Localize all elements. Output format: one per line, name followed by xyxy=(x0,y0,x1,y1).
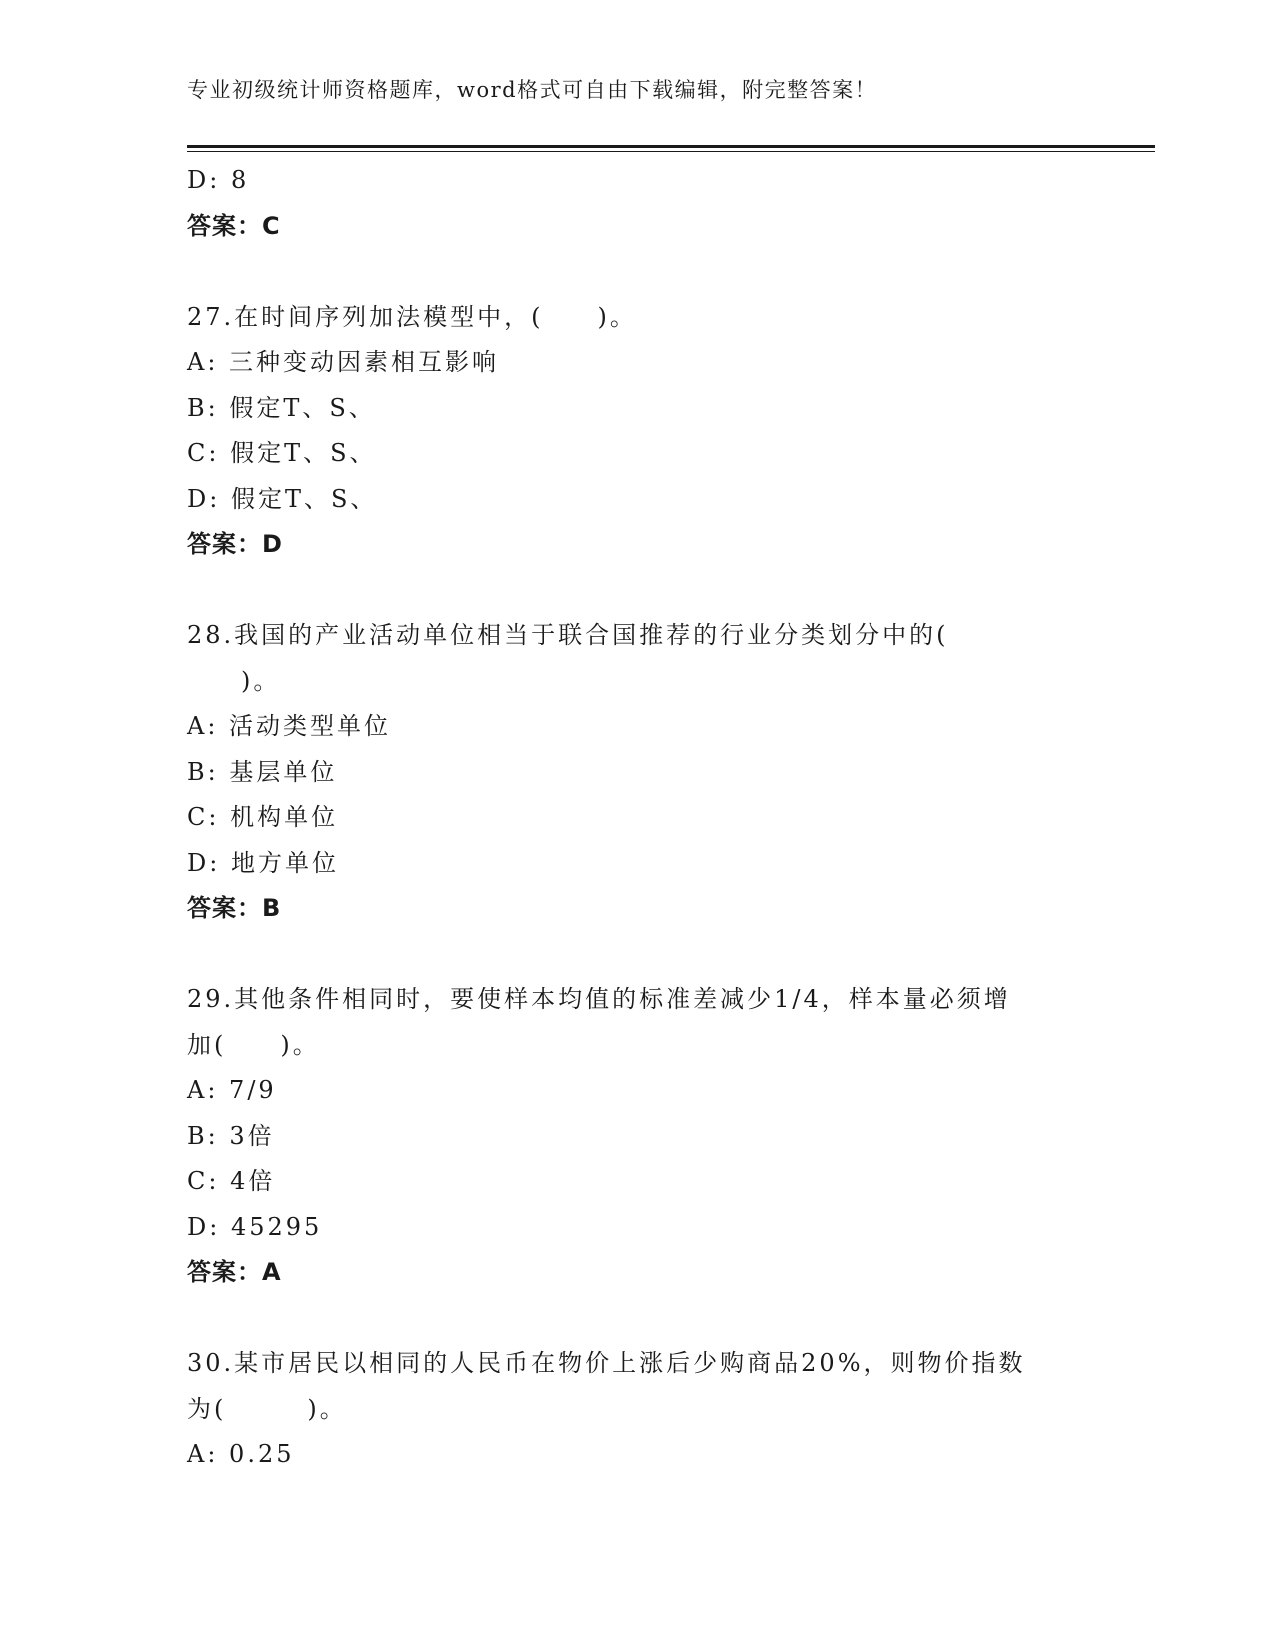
option-b: B: 假定T、S、 xyxy=(187,393,376,422)
question-stem-continued: 为( )。 xyxy=(187,1394,347,1423)
answer: 答案：A xyxy=(187,1258,282,1286)
spacer xyxy=(187,932,1087,978)
question-29 xyxy=(187,977,1087,1296)
spacer xyxy=(187,1296,1087,1342)
option-c: C: 机构单位 xyxy=(187,803,339,831)
option-c: C: 4倍 xyxy=(187,1167,276,1195)
option-a: A: 0.25 xyxy=(187,1440,295,1468)
answer: 答案：D xyxy=(187,530,283,558)
question-stem-continued: 加( )。 xyxy=(187,1030,320,1059)
option-a: A: 7/9 xyxy=(187,1076,277,1104)
question-30 xyxy=(187,1341,1087,1478)
question-stem: 28.我国的产业活动单位相当于联合国推荐的行业分类划分中的( xyxy=(187,621,949,649)
page-header: 专业初级统计师资格题库，word格式可自由下载编辑，附完整答案！ xyxy=(187,78,878,102)
option-d: D: 地方单位 xyxy=(187,848,339,877)
question-28 xyxy=(187,613,1087,932)
question-stem-continued: )。 xyxy=(187,666,281,695)
answer: 答案：B xyxy=(187,894,282,922)
answer: 答案：C xyxy=(187,211,281,240)
question-stem: 29.其他条件相同时，要使样本均值的标准差减少1/4，样本量必须增 xyxy=(187,985,1011,1013)
option-a: A: 活动类型单位 xyxy=(187,712,392,740)
option-b: B: 3倍 xyxy=(187,1121,275,1150)
option-d: D: 45295 xyxy=(187,1212,323,1241)
header-rule-thin xyxy=(187,151,1155,152)
option-a: A: 三种变动因素相互影响 xyxy=(187,348,500,376)
question-stem: 30.某市居民以相同的人民币在物价上涨后少购商品20%，则物价指数 xyxy=(187,1349,1026,1377)
question-27 xyxy=(187,295,1087,568)
header-rule-thick xyxy=(187,145,1155,148)
spacer xyxy=(187,249,1087,295)
question-stem: 27.在时间序列加法模型中，( )。 xyxy=(187,302,637,331)
question-list xyxy=(187,158,1087,1478)
spacer xyxy=(187,568,1087,614)
option-b: B: 基层单位 xyxy=(187,757,338,786)
option-d: D: 8 xyxy=(187,166,250,194)
option-c: C: 假定T、S、 xyxy=(187,439,377,467)
option-d: D: 假定T、S、 xyxy=(187,484,378,513)
